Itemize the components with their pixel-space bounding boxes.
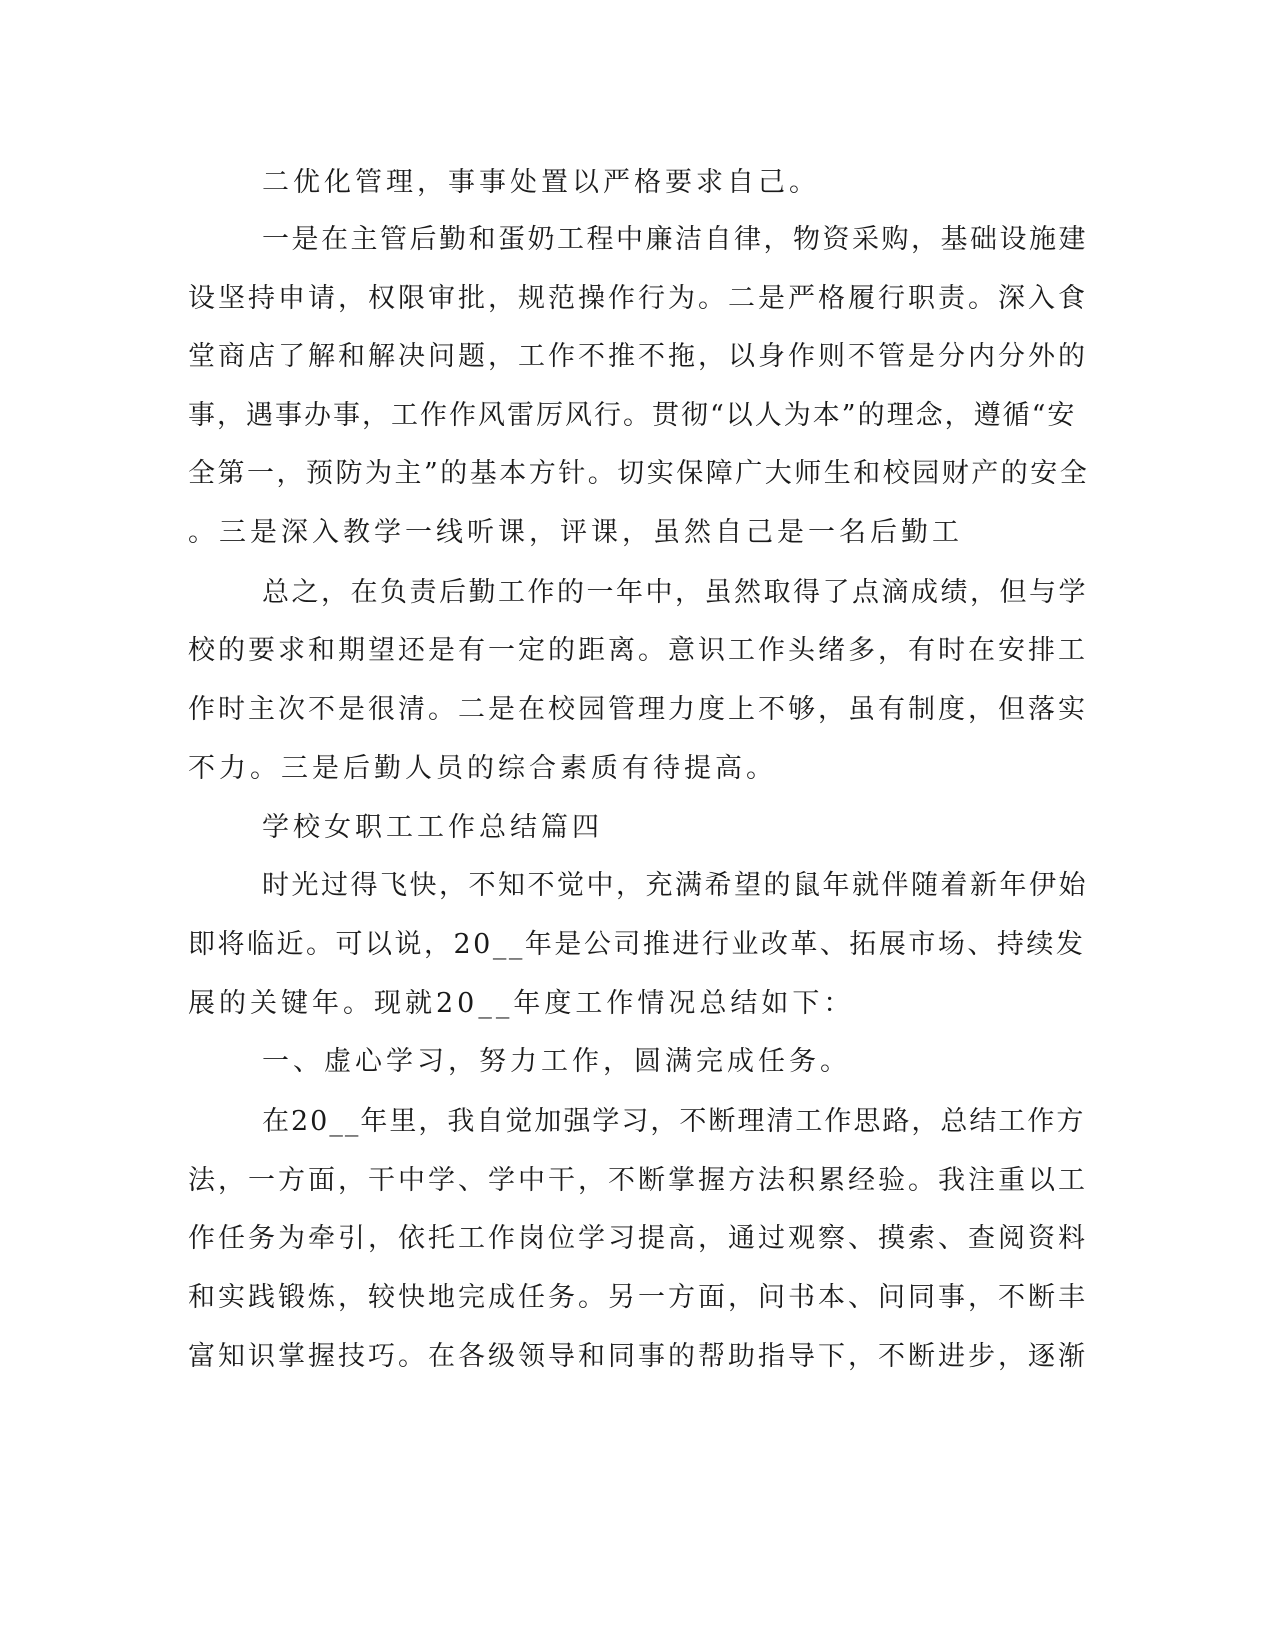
text-line: 总之，在负责后勤工作的一年中，虽然取得了点滴成绩，但与学 <box>262 577 1088 608</box>
text-line: 二优化管理，事事处置以严格要求自己。 <box>262 167 820 198</box>
text-line: 展的关键年。现就20__年度工作情况总结如下： <box>188 988 855 1019</box>
text-line: 堂商店了解和解决问题，工作不推不拖，以身作则不管是分内分外的 <box>188 341 1088 372</box>
text-line: 作任务为牵引，依托工作岗位学习提高，通过观察、摸索、查阅资料 <box>188 1223 1088 1254</box>
text-line: 在20__年里，我自觉加强学习，不断理清工作思路，总结工作方 <box>262 1106 1086 1137</box>
text-line: 即将临近。可以说，20__年是公司推进行业改革、拓展市场、持续发 <box>188 929 1086 960</box>
section-heading: 学校女职工工作总结篇四 <box>262 812 603 843</box>
text-line: 作时主次不是很清。二是在校园管理力度上不够，虽有制度，但落实 <box>188 694 1088 725</box>
text-line: 校的要求和期望还是有一定的距离。意识工作头绪多，有时在安排工 <box>188 635 1088 666</box>
text-line: 一是在主管后勤和蛋奶工程中廉洁自律，物资采购，基础设施建 <box>262 224 1088 255</box>
text-line: 法，一方面，干中学、学中干，不断掌握方法积累经验。我注重以工 <box>188 1165 1088 1196</box>
text-line: 。三是深入教学一线听课，评课，虽然自己是一名后勤工 <box>188 517 963 548</box>
text-line: 设坚持申请，权限审批，规范操作行为。二是严格履行职责。深入食 <box>188 283 1088 314</box>
text-line: 和实践锻炼，较快地完成任务。另一方面，问书本、问同事，不断丰 <box>188 1282 1088 1313</box>
text-line: 不力。三是后勤人员的综合素质有待提高。 <box>188 753 777 784</box>
text-line: 富知识掌握技巧。在各级领导和同事的帮助指导下，不断进步，逐渐 <box>188 1341 1088 1372</box>
text-line: 一、虚心学习，努力工作，圆满完成任务。 <box>262 1046 851 1077</box>
text-line: 全第一，预防为主”的基本方针。切实保障广大师生和校园财产的安全 <box>188 458 1090 489</box>
text-line: 时光过得飞快，不知不觉中，充满希望的鼠年就伴随着新年伊始 <box>262 870 1088 901</box>
text-line: 事，遇事办事，工作作风雷厉风行。贯彻“以人为本”的理念，遵循“安 <box>188 400 1077 431</box>
